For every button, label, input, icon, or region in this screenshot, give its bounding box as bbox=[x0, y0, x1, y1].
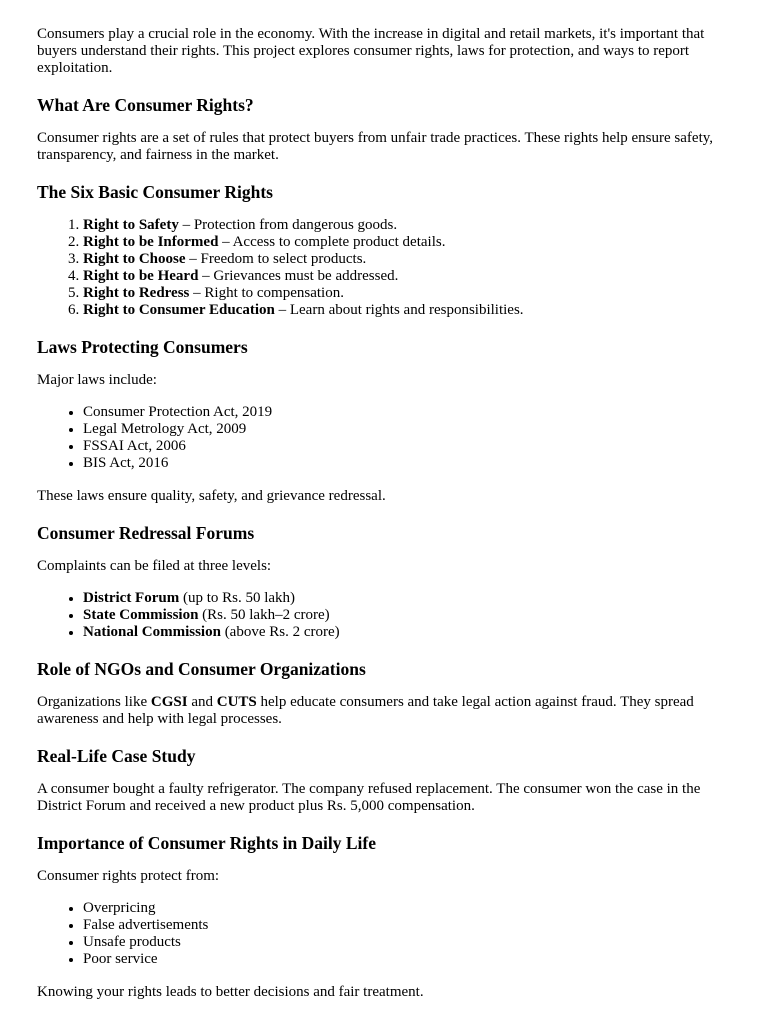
importance-outro: Knowing your rights leads to better decisions and fair treatment. bbox=[37, 984, 424, 1000]
heading-role-of-ngos: Role of NGOs and Consumer Organizations bbox=[37, 659, 366, 679]
right-desc: – Right to compensation. bbox=[189, 285, 344, 301]
list-item bbox=[83, 624, 738, 641]
list-item bbox=[83, 268, 738, 285]
list-item: • Overpricing bbox=[83, 900, 738, 917]
list-item bbox=[83, 285, 738, 302]
ngos-text-pre: Organizations like bbox=[37, 694, 151, 710]
six-rights-list bbox=[37, 217, 738, 319]
list-item: • Legal Metrology Act, 2009 bbox=[83, 421, 738, 438]
laws-intro: Major laws include: bbox=[37, 372, 157, 388]
list-item: • Poor service bbox=[83, 951, 738, 968]
heading-importance: Importance of Consumer Rights in Daily Life bbox=[37, 833, 376, 853]
forum-desc: (Rs. 50 lakh–2 crore) bbox=[198, 607, 330, 623]
right-title: Right to Choose bbox=[83, 251, 186, 267]
list-item: • False advertisements bbox=[83, 917, 738, 934]
org-name: CGSI bbox=[150, 694, 188, 710]
importance-list bbox=[37, 900, 738, 968]
ngos-text-mid: and bbox=[187, 694, 217, 710]
intro-paragraph: Consumers play a crucial role in the economy. With the increase in digital and retail markets, it's important that buyers understand their rights. This project explores consumer rights, laws for protection, and ways to report exploitation. bbox=[37, 26, 705, 76]
heading-case-study: Real-Life Case Study bbox=[37, 746, 196, 766]
laws-outro: These laws ensure quality, safety, and grievance redressal. bbox=[37, 488, 386, 504]
right-desc: – Grievances must be addressed. bbox=[198, 268, 399, 284]
case-study-paragraph: A consumer bought a faulty refrigerator. The company refused replacement. The consumer won the case in the District Forum and received a new product plus Rs. 5,000 compensation. bbox=[37, 781, 701, 814]
right-desc: – Access to complete product details. bbox=[218, 234, 446, 250]
right-desc: – Learn about rights and responsibilities. bbox=[274, 302, 524, 318]
forum-title: District Forum bbox=[83, 590, 180, 606]
heading-what-are-consumer-rights: What Are Consumer Rights? bbox=[37, 95, 254, 115]
ngos-paragraph bbox=[37, 694, 738, 728]
org-name: CUTS bbox=[216, 694, 257, 710]
forum-desc: (above Rs. 2 crore) bbox=[220, 624, 340, 640]
list-item bbox=[83, 251, 738, 268]
forums-list bbox=[37, 590, 738, 641]
ngos-text-post: help educate consumers and take legal action against fraud. They spread awareness and help with legal processes. bbox=[37, 694, 694, 727]
importance-intro: Consumer rights protect from: bbox=[37, 868, 220, 884]
right-title: Right to Safety bbox=[83, 217, 179, 233]
right-desc: – Protection from dangerous goods. bbox=[178, 217, 398, 233]
forum-title: National Commission bbox=[83, 624, 221, 640]
list-item bbox=[83, 217, 738, 234]
list-item: • FSSAI Act, 2006 bbox=[83, 438, 738, 455]
right-title: Right to be Heard bbox=[83, 268, 199, 284]
heading-laws-protecting: Laws Protecting Consumers bbox=[37, 337, 248, 357]
list-item: • Consumer Protection Act, 2019 bbox=[83, 404, 738, 421]
list-item: • BIS Act, 2016 bbox=[83, 455, 738, 472]
right-desc: – Freedom to select products. bbox=[185, 251, 367, 267]
list-item bbox=[83, 302, 738, 319]
list-item: • Unsafe products bbox=[83, 934, 738, 951]
right-title: Right to Consumer Education bbox=[83, 302, 275, 318]
list-item bbox=[83, 607, 738, 624]
laws-list bbox=[37, 404, 738, 472]
list-item bbox=[83, 590, 738, 607]
heading-redressal-forums: Consumer Redressal Forums bbox=[37, 523, 255, 543]
forum-title: State Commission bbox=[83, 607, 199, 623]
heading-six-basic-rights: The Six Basic Consumer Rights bbox=[37, 182, 273, 202]
forums-intro: Complaints can be filed at three levels: bbox=[37, 558, 272, 574]
right-title: Right to be Informed bbox=[83, 234, 219, 250]
what-are-paragraph: Consumer rights are a set of rules that protect buyers from unfair trade practices. These rights help ensure safety, transparency, and fairness in the market. bbox=[37, 130, 714, 163]
right-title: Right to Redress bbox=[83, 285, 190, 301]
forum-desc: (up to Rs. 50 lakh) bbox=[179, 590, 296, 606]
list-item bbox=[83, 234, 738, 251]
